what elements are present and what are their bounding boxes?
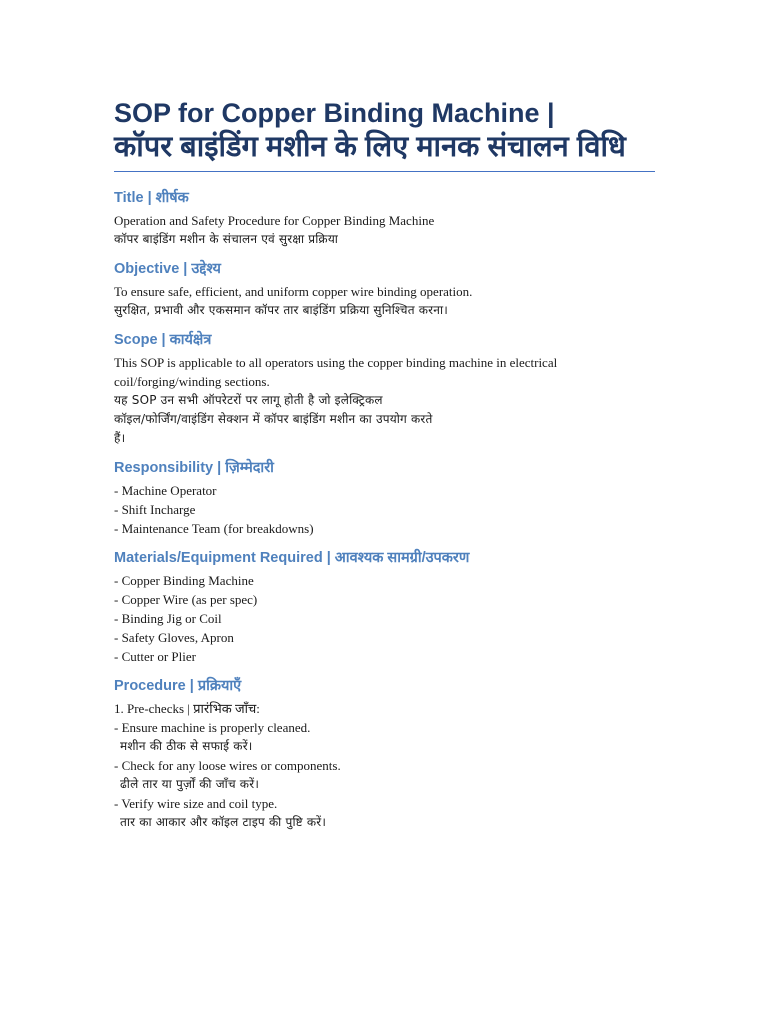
document-title	[114, 96, 659, 169]
paragraph-line: coil/forging/winding sections.	[114, 374, 270, 389]
section-scope	[114, 330, 659, 448]
title-underline	[114, 171, 655, 172]
list-item: मशीन की ठीक से सफाई करें।	[120, 739, 253, 753]
list-item: - Cutter or Plier	[114, 649, 196, 664]
paragraph-line: Operation and Safety Procedure for Copper Binding Machine	[114, 213, 435, 228]
paragraph-line: कॉइल/फोर्जिंग/वाइंडिंग सेक्शन में कॉपर बाइंडिंग मशीन का उपयोग करते	[114, 412, 433, 426]
list-item: ढीले तार या पुर्ज़ों की जाँच करें।	[120, 777, 260, 791]
list-item: - Ensure machine is properly cleaned.	[114, 720, 311, 735]
list-item: - Shift Incharge	[114, 502, 196, 517]
section-heading-title: Title | शीर्षक	[114, 190, 189, 206]
paragraph-line: This SOP is applicable to all operators using the copper binding machine in electrical	[114, 355, 558, 370]
list-item: - Machine Operator	[114, 483, 217, 498]
list-item: - Binding Jig or Coil	[114, 611, 222, 626]
section-procedure	[114, 676, 659, 832]
section-heading-scope: Scope | कार्यक्षेत्र	[114, 332, 212, 348]
list-item: तार का आकार और कॉइल टाइप की पुष्टि करें।	[120, 815, 327, 829]
paragraph-line: यह SOP उन सभी ऑपरेटरों पर लागू होती है जो इलेक्ट्रिकल	[114, 393, 383, 407]
paragraph-line: To ensure safe, efficient, and uniform copper wire binding operation.	[114, 284, 473, 299]
procedure-step-title: 1. Pre-checks | प्रारंभिक जाँच:	[114, 701, 260, 716]
list-item: - Maintenance Team (for breakdowns)	[114, 521, 314, 536]
document-page	[114, 96, 659, 842]
section-title	[114, 188, 659, 249]
list-item: - Copper Binding Machine	[114, 573, 254, 588]
paragraph-line: हैं।	[114, 431, 126, 445]
section-heading-objective: Objective | उद्देश्य	[114, 261, 221, 277]
section-heading-procedure: Procedure | प्रक्रियाएँ	[114, 678, 242, 694]
title-hindi: कॉपर बाइंडिंग मशीन के लिए मानक संचालन विधि	[114, 131, 626, 163]
section-materials	[114, 548, 659, 666]
title-english: SOP for Copper Binding Machine |	[114, 98, 555, 128]
list-item: - Verify wire size and coil type.	[114, 796, 278, 811]
paragraph-line: सुरक्षित, प्रभावी और एकसमान कॉपर तार बाइंडिंग प्रक्रिया सुनिश्चित करना।	[114, 303, 449, 317]
section-objective	[114, 259, 659, 320]
list-item: - Check for any loose wires or components.	[114, 758, 341, 773]
list-item: - Copper Wire (as per spec)	[114, 592, 258, 607]
section-heading-responsibility: Responsibility | ज़िम्मेदारी	[114, 460, 274, 476]
section-heading-materials: Materials/Equipment Required | आवश्यक सामग्री/उपकरण	[114, 550, 470, 566]
paragraph-line: कॉपर बाइंडिंग मशीन के संचालन एवं सुरक्षा प्रक्रिया	[114, 232, 339, 246]
list-item: - Safety Gloves, Apron	[114, 630, 234, 645]
section-responsibility	[114, 458, 659, 538]
